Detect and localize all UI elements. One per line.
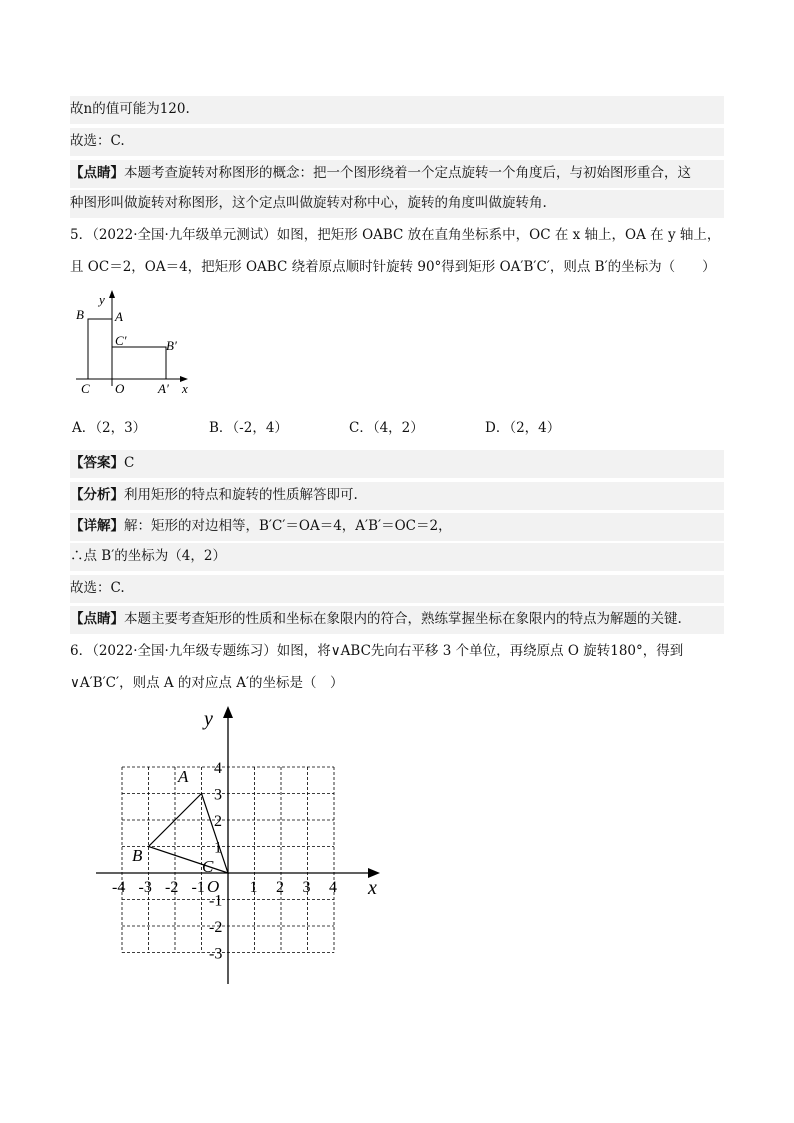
x-tick-label: 4 — [329, 879, 337, 896]
q5-label-x: x — [182, 381, 188, 396]
q5-label-o: O — [115, 381, 125, 396]
q5-stem-line-2: 且 OC＝2，OA＝4，把矩形 OABC 绕着原点顺时针旋转 90°得到矩形 OA′B′C′，则点 B′的坐标为（ ） — [70, 259, 716, 275]
q5-label-c: C — [81, 381, 90, 396]
x-tick-label: -2 — [165, 879, 179, 896]
y-tick-label: 4 — [214, 760, 222, 777]
comment-tag: 【点睛】 — [70, 165, 124, 181]
q5-label-b: B — [76, 307, 84, 322]
q5-label-a1: A′ — [158, 381, 169, 396]
x-tick-label: -1 — [191, 879, 205, 896]
q6-label-x: x — [368, 877, 377, 899]
q5-label-b1: B′ — [166, 338, 177, 353]
q6-y-arrow — [223, 706, 233, 718]
y-tick-label: 1 — [214, 839, 222, 857]
q6-grid-figure — [90, 700, 390, 1000]
prev-answer-line-2: 故选：C. — [70, 128, 724, 156]
q5-choice-d[interactable]: D．（2，4） — [485, 420, 561, 436]
x-tick-label: -4 — [112, 879, 126, 896]
q5-choice-b[interactable]: B．（-2，4） — [209, 420, 288, 436]
q6-triangle-abc — [149, 794, 229, 874]
q5-choice-c[interactable]: C．（4，2） — [349, 420, 424, 436]
y-tick-label: 3 — [214, 786, 222, 804]
q6-stem-line-1: 6．（2022·全国·九年级专题练习）如图，将∨ABC先向右平移 3 个单位，再绕原点 O 旋转180°，得到 — [70, 643, 684, 659]
q5-figure — [70, 288, 210, 398]
q6-label-o: O — [207, 877, 220, 896]
q5-label-a: A — [115, 309, 123, 324]
y-tick-label: -3 — [209, 945, 223, 963]
q5-label-y: y — [99, 292, 105, 307]
prev-comment-line-1: 【点睛】本题考查旋转对称图形的概念：把一个图形绕着一个定点旋转一个角度后，与初始图形重合，这 — [70, 160, 724, 188]
q5-comment: 【点睛】本题主要考查矩形的性质和坐标在象限内的符合，熟练掌握坐标在象限内的特点为解题的关键. — [70, 606, 724, 634]
q6-label-a: A — [178, 767, 189, 786]
q5-detail-line-1: 【详解】解：矩形的对边相等，B′C′＝OA＝4，A′B′＝OC＝2， — [70, 513, 724, 541]
q5-detail-line-2: ∴点 B′的坐标为（4，2） — [70, 543, 724, 571]
q5-stem-line-1: 5．（2022·全国·九年级单元测试）如图，把矩形 OABC 放在直角坐标系中，OC 在 x 轴上，OA 在 y 轴上， — [70, 227, 721, 243]
prev-answer-line-1: 故n的值可能为120. — [70, 96, 724, 124]
q5-analysis: 【分析】利用矩形的特点和旋转的性质解答即可. — [70, 482, 724, 510]
q5-answer: 【答案】C — [70, 450, 724, 478]
q5-rect-oabc — [88, 319, 112, 379]
q6-label-y: y — [204, 708, 213, 730]
q6-x-ticks — [112, 879, 337, 896]
x-tick-label: -3 — [138, 879, 152, 896]
q6-label-b: B — [132, 846, 143, 865]
y-tick-label: -1 — [209, 892, 223, 910]
q6-stem-line-2: ∨A′B′C′，则点 A 的对应点 A′的坐标是（ ） — [70, 675, 344, 691]
q5-y-arrow — [109, 290, 115, 298]
x-tick-label: 3 — [302, 879, 311, 896]
y-tick-label: 2 — [214, 813, 222, 830]
x-tick-label: 1 — [249, 879, 258, 896]
q5-choice-a[interactable]: A．（2，3） — [72, 420, 147, 436]
q5-detail-line-3: 故选：C. — [70, 575, 724, 603]
x-tick-label: 2 — [276, 879, 284, 896]
q5-rect-oa1b1c1 — [112, 347, 166, 379]
q5-label-c1: C′ — [115, 333, 127, 348]
prev-comment-line-2: 种图形叫做旋转对称图形，这个定点叫做旋转对称中心，旋转的角度叫做旋转角. — [70, 190, 724, 218]
q6-label-c: C — [202, 857, 214, 876]
y-tick-label: -2 — [209, 919, 223, 936]
